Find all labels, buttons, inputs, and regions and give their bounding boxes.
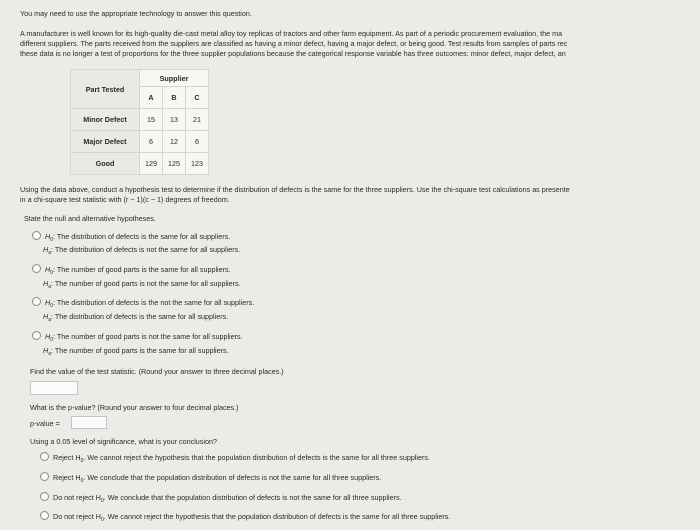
alt-hypothesis-text: : The number of good parts is not the same for all suppliers. [50,279,241,288]
table-row [71,109,209,131]
table-cell: 15 [140,109,163,131]
conclusion-option-2[interactable]: Reject $H_0$. We conclude that the population distribution of defects is not the same for all three suppliers. [40,472,381,484]
row-label: Minor Defect [71,109,140,131]
p-value-input[interactable] [71,416,107,429]
row-label: Good [71,153,140,175]
hypothesis-option-3[interactable]: $H_0$: The distribution of defects is the not the same for all suppliers. [32,297,254,312]
supplier-group-header: Supplier [140,70,209,87]
null-hypothesis-text: : The number of good parts is the same for all suppliers. [52,265,231,274]
radio-button[interactable] [32,231,41,240]
hypothesis-option-2[interactable]: $H_0$: The number of good parts is the same for all suppliers. [32,264,231,279]
radio-button[interactable] [40,452,49,461]
q1-prompt: State the null and alternative hypotheses. [24,214,156,223]
table-cell: 6 [186,131,209,153]
radio-button[interactable] [32,297,41,306]
intro-line-2: different suppliers. The parts received from the suppliers are classified as having a minor defect, having a major defect, or being good. Test results from samples of parts rec [20,39,568,48]
hypothesis-option-3-alt: $H_a$: The distribution of defects is the same for all suppliers. [43,312,229,323]
q4-prompt: Using a 0.05 level of significance, what is your conclusion? [30,437,217,446]
radio-button[interactable] [40,472,49,481]
row-label: Major Defect [71,131,140,153]
table-cell: 125 [163,153,186,175]
radio-button[interactable] [32,264,41,273]
alt-hypothesis-text: : The distribution of defects is not the same for all suppliers. [50,245,241,254]
instructions: You may need to use the appropriate technology to answer this question. [20,9,252,18]
intro-line-1: A manufacturer is well known for its high-quality die-cast metal alloy toy replicas of tractors and other farm equipment. As part of a periodic procurement evaluation, the ma [20,29,563,38]
p-value-label: p-value = [30,419,60,428]
q2-prompt: Find the value of the test statistic. (Round your answer to three decimal places.) [30,367,284,376]
radio-button[interactable] [40,511,49,520]
table-cell: 21 [186,109,209,131]
q3-prompt: What is the p-value? (Round your answer to four decimal places.) [30,403,239,412]
hypothesis-option-4[interactable]: $H_0$: The number of good parts is not the same for all suppliers. [32,331,243,346]
task-line-2: in a chi-square test statistic with (r − 1)(c − 1) degrees of freedom. [20,195,230,204]
alt-hypothesis-text: : The distribution of defects is the same for all suppliers. [50,312,229,321]
column-header-a: A [140,87,163,109]
radio-button[interactable] [32,331,41,340]
null-hypothesis-text: : The number of good parts is not the same for all suppliers. [52,332,243,341]
conclusion-option-3[interactable]: Do not reject $H_0$. We conclude that the population distribution of defects is not the same for all three suppliers. [40,492,402,504]
supplier-data-table [70,69,209,175]
task-line-1: Using the data above, conduct a hypothesis test to determine if the distribution of defects is the same for the three suppliers. Use the chi-square test calculations as presente [20,185,570,194]
null-hypothesis-text: : The distribution of defects is the not the same for all suppliers. [52,298,255,307]
conclusion-option-4[interactable]: Do not reject $H_0$. We cannot reject the hypothesis that the population distribution of defects is the same for all three suppliers. [40,511,450,523]
table-cell: 6 [140,131,163,153]
table-cell: 129 [140,153,163,175]
table-row [71,153,209,175]
hypothesis-option-2-alt: $H_a$: The number of good parts is not the same for all suppliers. [43,279,241,290]
conclusion-option-1[interactable]: Reject $H_0$. We cannot reject the hypothesis that the population distribution of defects is the same for all three suppliers. [40,452,430,464]
alt-hypothesis-text: : The number of good parts is the same for all suppliers. [50,346,229,355]
null-hypothesis-text: : The distribution of defects is the same for all suppliers. [52,232,231,241]
radio-button[interactable] [40,492,49,501]
corner-label: Part Tested [71,70,140,109]
test-statistic-input[interactable] [30,381,78,395]
table-cell: 13 [163,109,186,131]
hypothesis-option-4-alt: $H_a$: The number of good parts is the same for all suppliers. [43,346,229,357]
hypothesis-option-1-alt: $H_a$: The distribution of defects is not the same for all suppliers. [43,245,241,256]
table-cell: 123 [186,153,209,175]
table-row [71,131,209,153]
column-header-b: B [163,87,186,109]
table-cell: 12 [163,131,186,153]
column-header-c: C [186,87,209,109]
hypothesis-option-1[interactable]: $H_0$: The distribution of defects is the same for all suppliers. [32,231,230,246]
intro-line-3: these data is no longer a test of proportions for the three supplier populations because the categorical response variable has three outcomes: minor defect, major defect, an [20,49,566,58]
